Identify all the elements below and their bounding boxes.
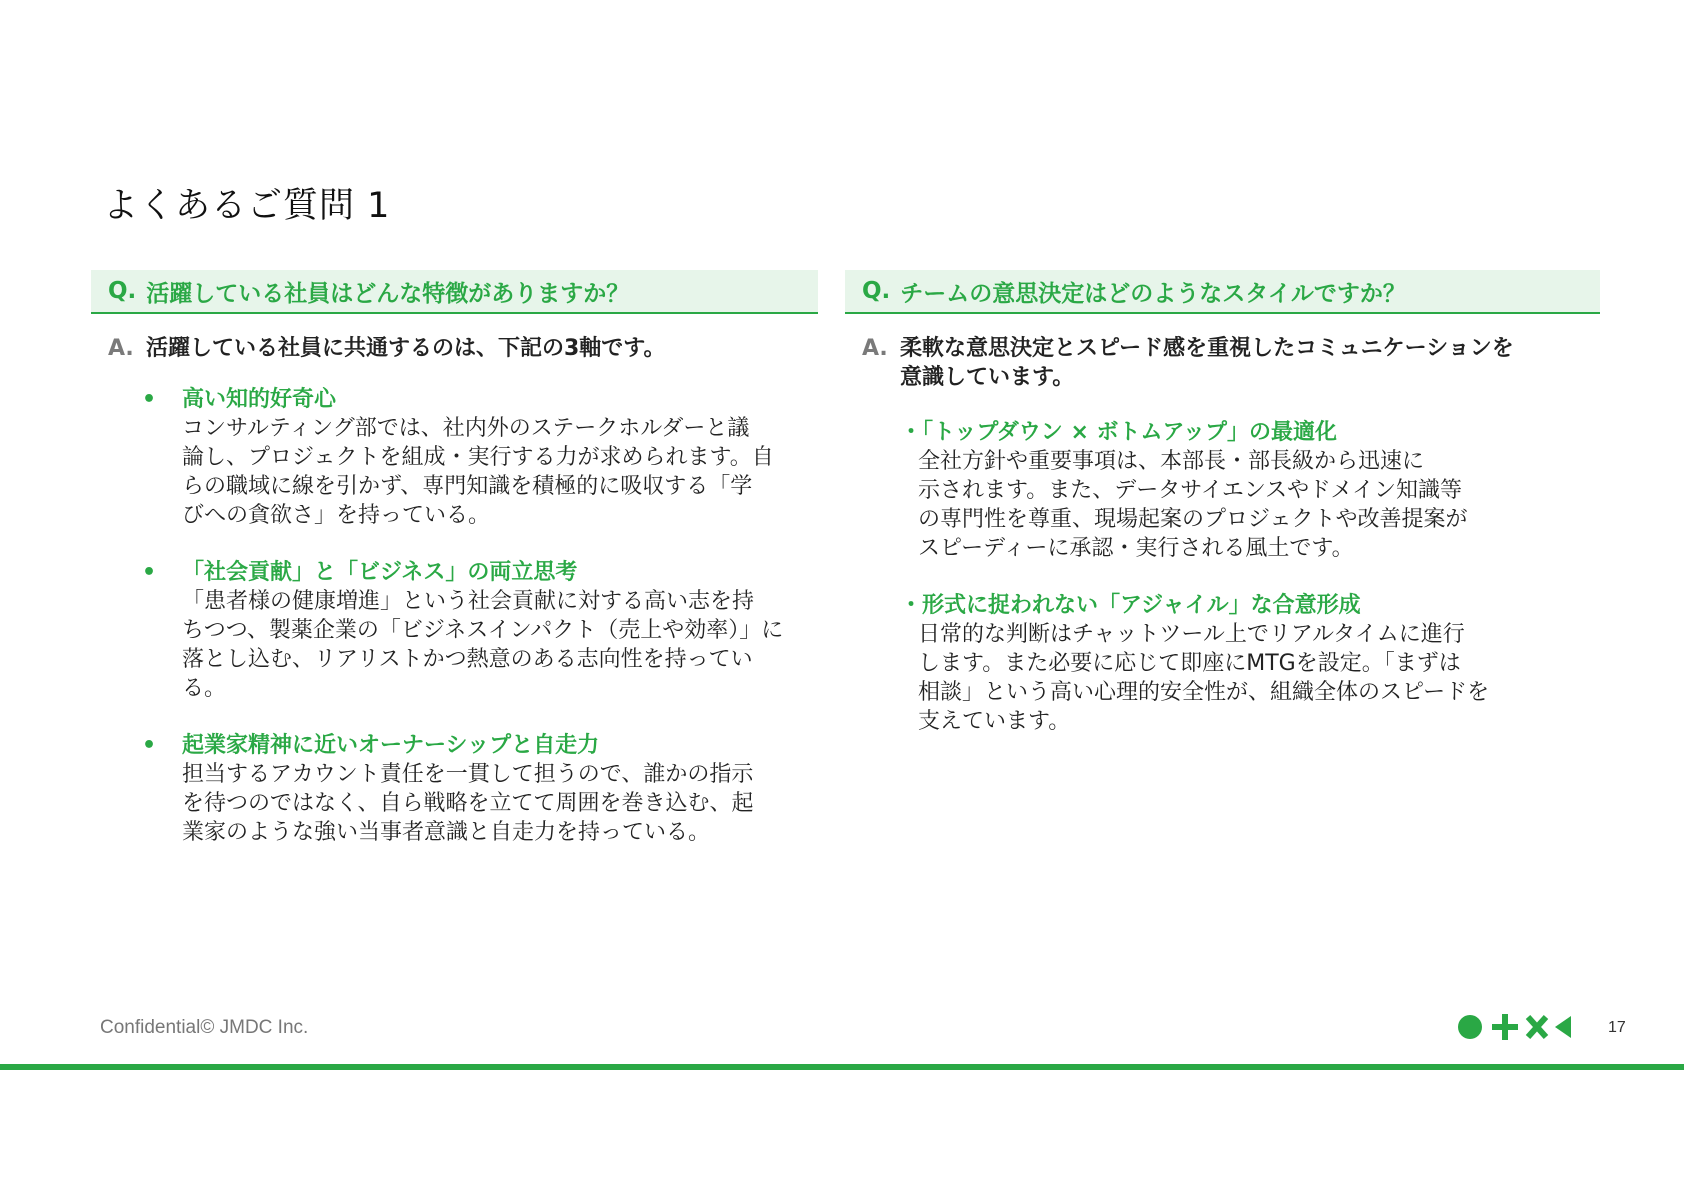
- item-heading: 起業家精神に近いオーナーシップと自走力: [182, 733, 600, 758]
- item-text: 担当するアカウント責任を一貫して担うので、誰かの指示 を待つのではなく、自ら戦略を立てて周囲を巻き込む、起 業家のような強い当事者意識と自走力を持っている。: [182, 762, 754, 845]
- faq-right-column: [845, 270, 1600, 764]
- q-prefix: Q.: [108, 278, 137, 304]
- item-text: 「患者様の健康増進」という社会貢献に対する高い志を持 ちつつ、製薬企業の「ビジネスインパクト（売上や効率）」に 落とし込む、リアリストかつ熱意のある志向性を持ってい る。: [182, 589, 784, 701]
- item-heading: ・形式に捉われない「アジャイル」な合意形成: [900, 593, 1361, 618]
- faq-left-column: [91, 270, 818, 875]
- answer-row-left: [91, 334, 818, 363]
- item-heading: 高い知的好奇心: [182, 387, 337, 412]
- answer-row-right: [845, 334, 1600, 392]
- question-bar-right: [845, 270, 1600, 314]
- triangle-icon: [1555, 1016, 1571, 1038]
- list-item: [900, 591, 1600, 736]
- a-prefix: A.: [108, 336, 134, 361]
- a-prefix: A.: [862, 336, 888, 361]
- answer-text-right: 柔軟な意思決定とスピード感を重視したコミュニケーションを 意識しています。: [900, 336, 1514, 390]
- list-item: [91, 558, 818, 703]
- page-number: 17: [1608, 1019, 1626, 1036]
- item-text: コンサルティング部では、社内外のステークホルダーと議 論し、プロジェクトを組成・実行する力が求められます。自 らの職域に線を引かず、専門知識を積極的に吸収する「学 びへの貪欲さ」を持っている。: [182, 416, 774, 528]
- question-text-left: 活躍している社員はどんな特徴がありますか？: [146, 280, 630, 307]
- answer-text-left: 活躍している社員に共通するのは、下記の3軸です。: [146, 336, 666, 361]
- item-text: 日常的な判断はチャットツール上でリアルタイムに進行 します。また必要に応じて即座にMTGを設定。「まずは 相談」という高い心理的安全性が、組織全体のスピードを 支えています。: [918, 622, 1490, 734]
- item-heading: ・「トップダウン × ボトムアップ」の最適化: [900, 420, 1338, 445]
- list-item: [900, 418, 1600, 563]
- list-item: [91, 385, 818, 530]
- cross-icon: [1528, 1017, 1546, 1037]
- item-heading: 「社会貢献」と「ビジネス」の両立思考: [182, 560, 578, 585]
- bottom-accent-bar: [0, 1064, 1684, 1070]
- confidential-footer: Confidential© JMDC Inc.: [100, 1017, 309, 1038]
- q-prefix: Q.: [862, 278, 891, 304]
- brand-mark: [1457, 1013, 1587, 1041]
- bullet-icon: •: [142, 733, 157, 758]
- list-item: [91, 731, 818, 847]
- plus-icon: [1492, 1014, 1518, 1040]
- bullet-icon: •: [142, 560, 157, 585]
- circle-icon: [1458, 1015, 1482, 1039]
- item-text: 全社方針や重要事項は、本部長・部長級から迅速に 示されます。また、データサイエンスやドメイン知識等 の専門性を尊重、現場起案のプロジェクトや改善提案が スピーディーに承認・実行される風土です。: [918, 449, 1468, 561]
- bullet-icon: •: [142, 387, 157, 412]
- question-bar-left: [91, 270, 818, 314]
- question-text-right: チームの意思決定はどのようなスタイルですか？: [900, 280, 1406, 307]
- page-title: よくあるご質問 1: [103, 186, 391, 226]
